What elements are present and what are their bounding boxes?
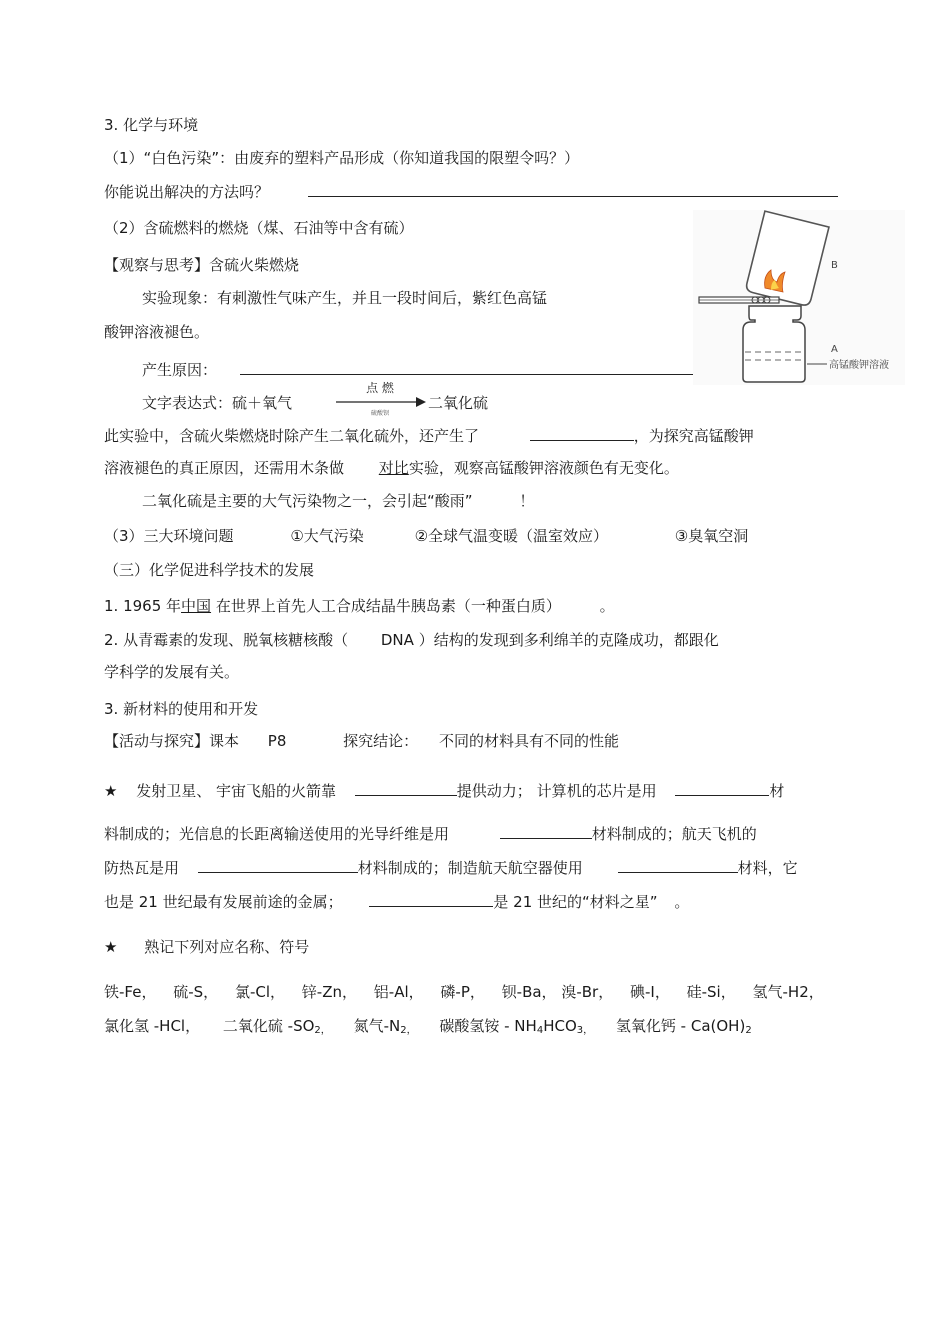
- fiber-text: 料制成的；光信息的长距离输送使用的光导纤维是用: [104, 825, 450, 843]
- dna-abbrev: DNA: [380, 631, 414, 649]
- acid-rain-text: 二氧化硫是主要的大气污染物之一，会引起“酸雨”: [142, 492, 473, 510]
- chip-material-blank[interactable]: [675, 779, 769, 796]
- insulin-country: 中国: [181, 597, 212, 615]
- aerospace-material-blank[interactable]: [618, 856, 738, 873]
- arrow-sub-label: 硫酸钡: [370, 410, 390, 417]
- sulfur-fuel-text: （2）含硫燃料的燃烧（煤、石油等中含有硫）: [104, 219, 414, 237]
- material-char: 材: [769, 782, 785, 800]
- part3-title: （三）化学促进科学技术的发展: [104, 561, 315, 579]
- materials-line-2: [104, 822, 757, 844]
- experiment-text-2: ，为探究高锰酸钾: [633, 427, 754, 445]
- white-pollution-text: （1）“白色污染”：由废弃的塑料产品形成（你知道我国的限塑令吗？）: [104, 149, 580, 167]
- symbol-caoh2-sub: 2: [745, 1025, 752, 1036]
- conclusion-text: 不同的材料具有不同的性能: [438, 732, 619, 750]
- fiber-material-blank[interactable]: [500, 822, 592, 839]
- symbol-caoh2: 氢氧化钙 - Ca(OH): [615, 1017, 746, 1035]
- symbol-nh4hco3: 碳酸氢铵 - NH: [439, 1017, 537, 1035]
- answer-blank[interactable]: [308, 180, 838, 197]
- symbol-n2: 氮气-N: [353, 1017, 401, 1035]
- rocket-text: 发射卫星、 宇宙飞船的火箭靠: [136, 782, 337, 800]
- rocket-fuel-blank[interactable]: [355, 779, 457, 796]
- activity-page: P8: [267, 732, 287, 750]
- observe-heading: 【观察与思考】含硫火柴燃烧: [104, 256, 300, 274]
- materials-line-3: [104, 856, 798, 878]
- symbol-hco3-sub: 3，: [576, 1025, 594, 1036]
- issue-ozone: ③臭氧空洞: [674, 527, 749, 545]
- apparatus-figure: [693, 210, 905, 385]
- materials-line-1: [104, 779, 784, 801]
- phenomenon-line-2: 酸钾溶液褪色。: [104, 323, 210, 341]
- dna-line: [104, 630, 719, 650]
- symbol-h2: 氢气-H: [752, 983, 800, 1001]
- issue-air: ①大气污染: [290, 527, 364, 545]
- experiment-line-1: [104, 424, 754, 446]
- aerospace-text: 材料制成的；制造航天航空器使用: [357, 859, 583, 877]
- material-star-text: 是 21 世纪的“材料之星”: [493, 893, 658, 911]
- reaction-arrow: [332, 380, 428, 424]
- century-text: 也是 21 世纪最有发展前途的金属；: [104, 893, 343, 911]
- metal-text: 材料，它: [737, 859, 798, 877]
- arrow-condition: 点 燃: [366, 381, 394, 395]
- product-blank[interactable]: [530, 424, 634, 441]
- symbol-nh4-sub: 4: [536, 1025, 544, 1036]
- symbol-al: 铝-Al，: [373, 983, 424, 1001]
- line-end: 。: [674, 893, 690, 911]
- symbol-hco: HCO: [543, 1017, 577, 1035]
- question-text: 你能说出解决的方法吗？: [104, 183, 270, 201]
- tile-material-blank[interactable]: [198, 856, 358, 873]
- star-icon: ★: [104, 782, 118, 800]
- activity-label: 【活动与探究】课本: [104, 732, 240, 750]
- cause-blank[interactable]: [240, 358, 698, 375]
- symbol-s: 硫-S，: [173, 983, 219, 1001]
- insulin-end: 。: [599, 597, 615, 615]
- activity-line: [104, 731, 619, 751]
- symbol-p: 磷-P，: [440, 983, 485, 1001]
- symbol-zn: 锌-Zn，: [301, 983, 357, 1001]
- experiment-text: 此实验中，含硫火柴燃烧时除产生二氧化硫外，还产生了: [104, 427, 480, 445]
- chip-text: 提供动力； 计算机的芯片是用: [456, 782, 657, 800]
- insulin-year: 1. 1965 年: [104, 597, 182, 615]
- comparison-fill: 对比: [378, 459, 409, 477]
- symbols-row-1: [104, 982, 824, 1002]
- shuttle-text: 材料制成的；航天飞机的: [591, 825, 757, 843]
- star-icon: ★: [104, 938, 118, 956]
- symbol-n2-sub: 2，: [400, 1025, 417, 1036]
- dna-text-1: 2. 从青霉素的发现、脱氧核糖核酸（: [104, 631, 349, 649]
- symbol-si: 硅-Si，: [686, 983, 736, 1001]
- insulin-line: [104, 596, 615, 616]
- symbol-cl: 氯-Cl，: [234, 983, 286, 1001]
- phenomenon-line-1: 实验现象：有刺激性气味产生，并且一段时间后，紫红色高锰: [142, 289, 548, 307]
- label-b: B: [831, 260, 838, 271]
- issues-label: （3）三大环境问题: [104, 527, 234, 545]
- environment-issues: [104, 526, 748, 546]
- label-solution: 高锰酸钾溶液: [829, 360, 889, 371]
- star-material-blank[interactable]: [369, 890, 493, 907]
- experiment-text-3: 溶液褪色的真正原因，还需用木条做: [104, 459, 345, 477]
- symbol-so2: 二氧化硫 -SO: [222, 1017, 315, 1035]
- dna-line-2: 学科学的发展有关。: [104, 663, 240, 681]
- issue-warming: ②全球气温变暖（温室效应）: [414, 527, 609, 545]
- word-equation-prefix: 文字表达式：硫＋氧气: [142, 394, 293, 412]
- dna-text-2: ）结构的发现到多利绵羊的克隆成功，都跟化: [418, 631, 719, 649]
- conclusion-label: 探究结论：: [343, 732, 419, 750]
- bottle-a: [743, 306, 805, 382]
- new-materials-title: 3. 新材料的使用和开发: [104, 700, 259, 718]
- acid-rain-end: ！: [519, 492, 535, 510]
- tile-text: 防热瓦是用: [104, 859, 180, 877]
- symbol-so2-sub: 2，: [314, 1025, 331, 1036]
- symbol-fe: 铁-Fe，: [104, 983, 157, 1001]
- experiment-line-2: [104, 458, 679, 478]
- cause-line: [142, 358, 698, 380]
- memorize-title: 熟记下列对应名称、符号: [144, 938, 310, 956]
- cause-label: 产生原因：: [142, 361, 218, 379]
- word-equation-product: 二氧化硫: [428, 394, 489, 412]
- symbol-br: 溴-Br，: [561, 983, 614, 1001]
- symbol-ba: 钡-Ba，: [501, 983, 557, 1001]
- symbol-hcl: 氯化氢 -HCl，: [104, 1017, 201, 1035]
- acid-rain-line: [142, 491, 534, 511]
- white-pollution-question: [104, 180, 838, 202]
- materials-line-4: [104, 890, 689, 912]
- insulin-text: 在世界上首先人工合成结晶牛胰岛素（一种蛋白质）: [215, 597, 561, 615]
- label-a: A: [831, 344, 838, 355]
- symbols-row-2: [104, 1016, 752, 1041]
- memorize-heading: [104, 937, 309, 957]
- experiment-text-4: 实验，观察高锰酸钾溶液颜色有无变化。: [408, 459, 679, 477]
- symbol-i: 碘-I，: [630, 983, 670, 1001]
- section-title: 3. 化学与环境: [104, 116, 199, 134]
- symbol-h2-sub: 2，: [799, 983, 824, 1001]
